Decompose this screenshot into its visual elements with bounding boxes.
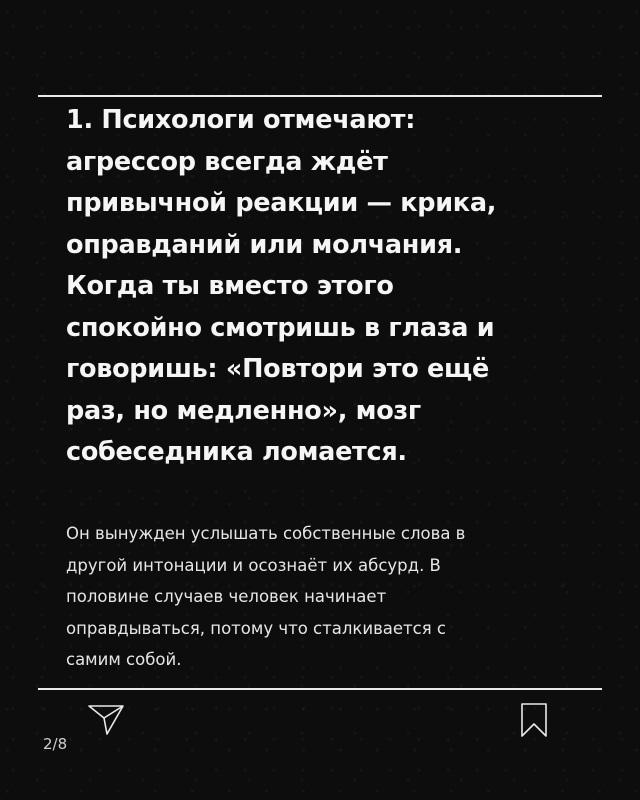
bookmark-icon [518,702,550,738]
paper-plane-icon [86,702,126,736]
slide-body-text: Он вынужден услышать собственные слова в другой интонации и осознаёт их абсурд. В половине случаев человек начинает оправдываться, потому что сталкивается с самим собой. [66,524,466,669]
bottom-divider [38,688,602,690]
page-indicator: 2/8 [43,735,68,753]
slide-headline: 1. Психологи отмечают: агрессор всегда ждёт привычной реакции — крика, оправданий или молчания. Когда ты вместо этого спокойно смотришь в глаза и говоришь: «Повтори это ещё раз, но медленно», мозг собеседника ломается. [66,105,497,467]
top-divider [38,95,602,97]
bookmark-button[interactable] [518,702,550,738]
share-button[interactable] [86,702,126,736]
